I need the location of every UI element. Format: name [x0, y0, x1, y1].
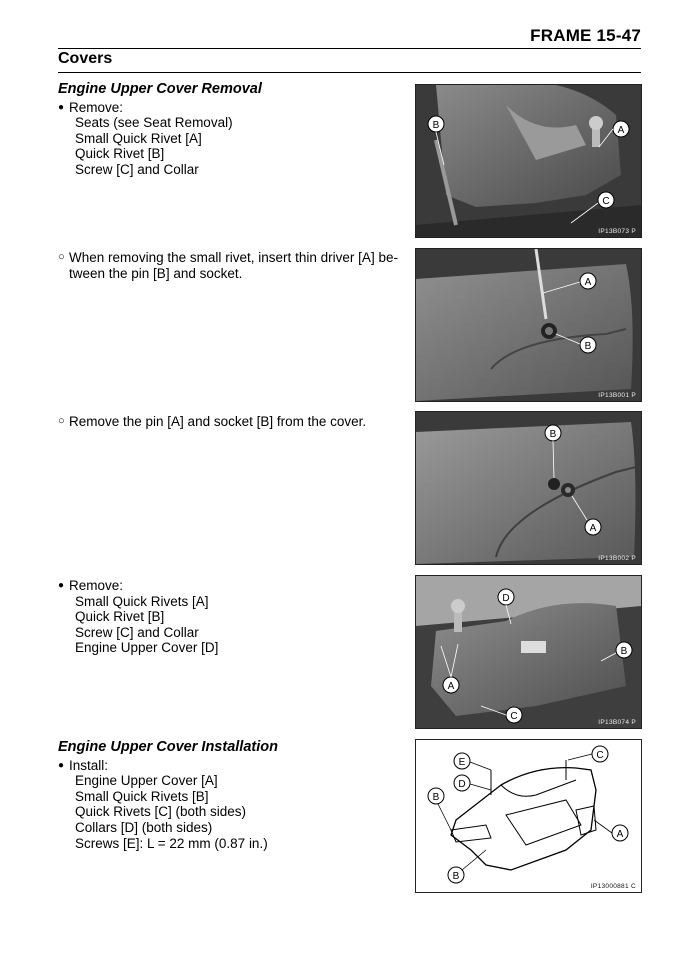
installation-lead: ● Install: — [58, 758, 403, 774]
removal-title: Engine Upper Cover Removal — [58, 81, 262, 97]
callout-label: A — [447, 681, 455, 692]
callout-label: B — [432, 120, 440, 131]
installation-item: Quick Rivets [C] (both sides) — [75, 804, 247, 820]
removal-step1-item: Seats (see Seat Removal) — [75, 115, 233, 131]
figure-1-photo — [415, 84, 642, 238]
removal-step2-item: Engine Upper Cover [D] — [75, 640, 219, 656]
installation-block — [58, 740, 403, 851]
figure-ref: IP13B002 P — [598, 555, 636, 562]
callout-label: A — [584, 277, 592, 288]
installation-item: Screws [E]: L = 22 mm (0.87 in.) — [75, 835, 268, 851]
callout-label: D — [502, 593, 510, 604]
callout-label: C — [602, 196, 610, 207]
installation-title: Engine Upper Cover Installation — [58, 739, 278, 755]
figure-2-illustration — [416, 249, 641, 401]
header-rule — [58, 48, 641, 49]
callout-label: A — [617, 125, 625, 136]
removal-step2-item: Screw [C] and Collar — [75, 624, 199, 640]
removal-step1-item: Screw [C] and Collar — [75, 161, 199, 177]
figure-2-photo — [415, 248, 642, 402]
figure-ref: IP13B074 P — [598, 719, 636, 726]
callout-label: C — [510, 711, 518, 722]
callout-label: E — [458, 757, 466, 768]
callout-label: A — [616, 829, 624, 840]
installation-item: Collars [D] (both sides) — [75, 819, 213, 835]
note-text: ○ Remove the pin [A] and socket [B] from the cover. — [58, 414, 403, 430]
removal-step1-item: Quick Rivet [B] — [75, 146, 165, 162]
callout-label: C — [596, 750, 604, 761]
callout-label: A — [589, 523, 597, 534]
installation-item: Small Quick Rivets [B] — [75, 788, 209, 804]
note-text: ○ When removing the small rivet, insert thin driver [A] be- tween the pin [B] and socket. — [58, 250, 398, 281]
callout-label: B — [549, 429, 557, 440]
removal-note1 — [58, 250, 398, 281]
callout-label: B — [432, 792, 440, 803]
figure-ref: IP13000881 C — [590, 883, 636, 890]
removal-note2 — [58, 414, 403, 430]
callout-label: B — [584, 341, 592, 352]
figure-1-illustration — [416, 85, 641, 237]
removal-step2 — [58, 578, 403, 656]
callout-label: B — [452, 871, 460, 882]
page-number: FRAME 15-47 — [530, 26, 641, 45]
section-title: Covers — [58, 50, 113, 67]
page-header — [58, 26, 641, 50]
figure-5-drawing — [415, 739, 642, 893]
removal-step1-lead: ● Remove: — [58, 100, 403, 116]
figure-3-photo — [415, 411, 642, 565]
installation-item: Engine Upper Cover [A] — [75, 773, 218, 789]
figure-ref: IP13B001 P — [598, 392, 636, 399]
figure-ref: IP13B073 P — [598, 228, 636, 235]
callout-label: B — [620, 646, 628, 657]
figure-4-illustration — [416, 576, 641, 728]
removal-step1 — [58, 82, 403, 178]
callout-label: D — [458, 779, 466, 790]
figure-3-illustration — [416, 412, 641, 564]
section-rule — [58, 72, 641, 73]
removal-step1-item: Small Quick Rivet [A] — [75, 130, 202, 146]
figure-5-illustration — [416, 740, 641, 892]
removal-step2-lead: ● Remove: — [58, 578, 403, 594]
figure-4-photo — [415, 575, 642, 729]
removal-step2-item: Small Quick Rivets [A] — [75, 593, 209, 609]
removal-step2-item: Quick Rivet [B] — [75, 609, 165, 625]
